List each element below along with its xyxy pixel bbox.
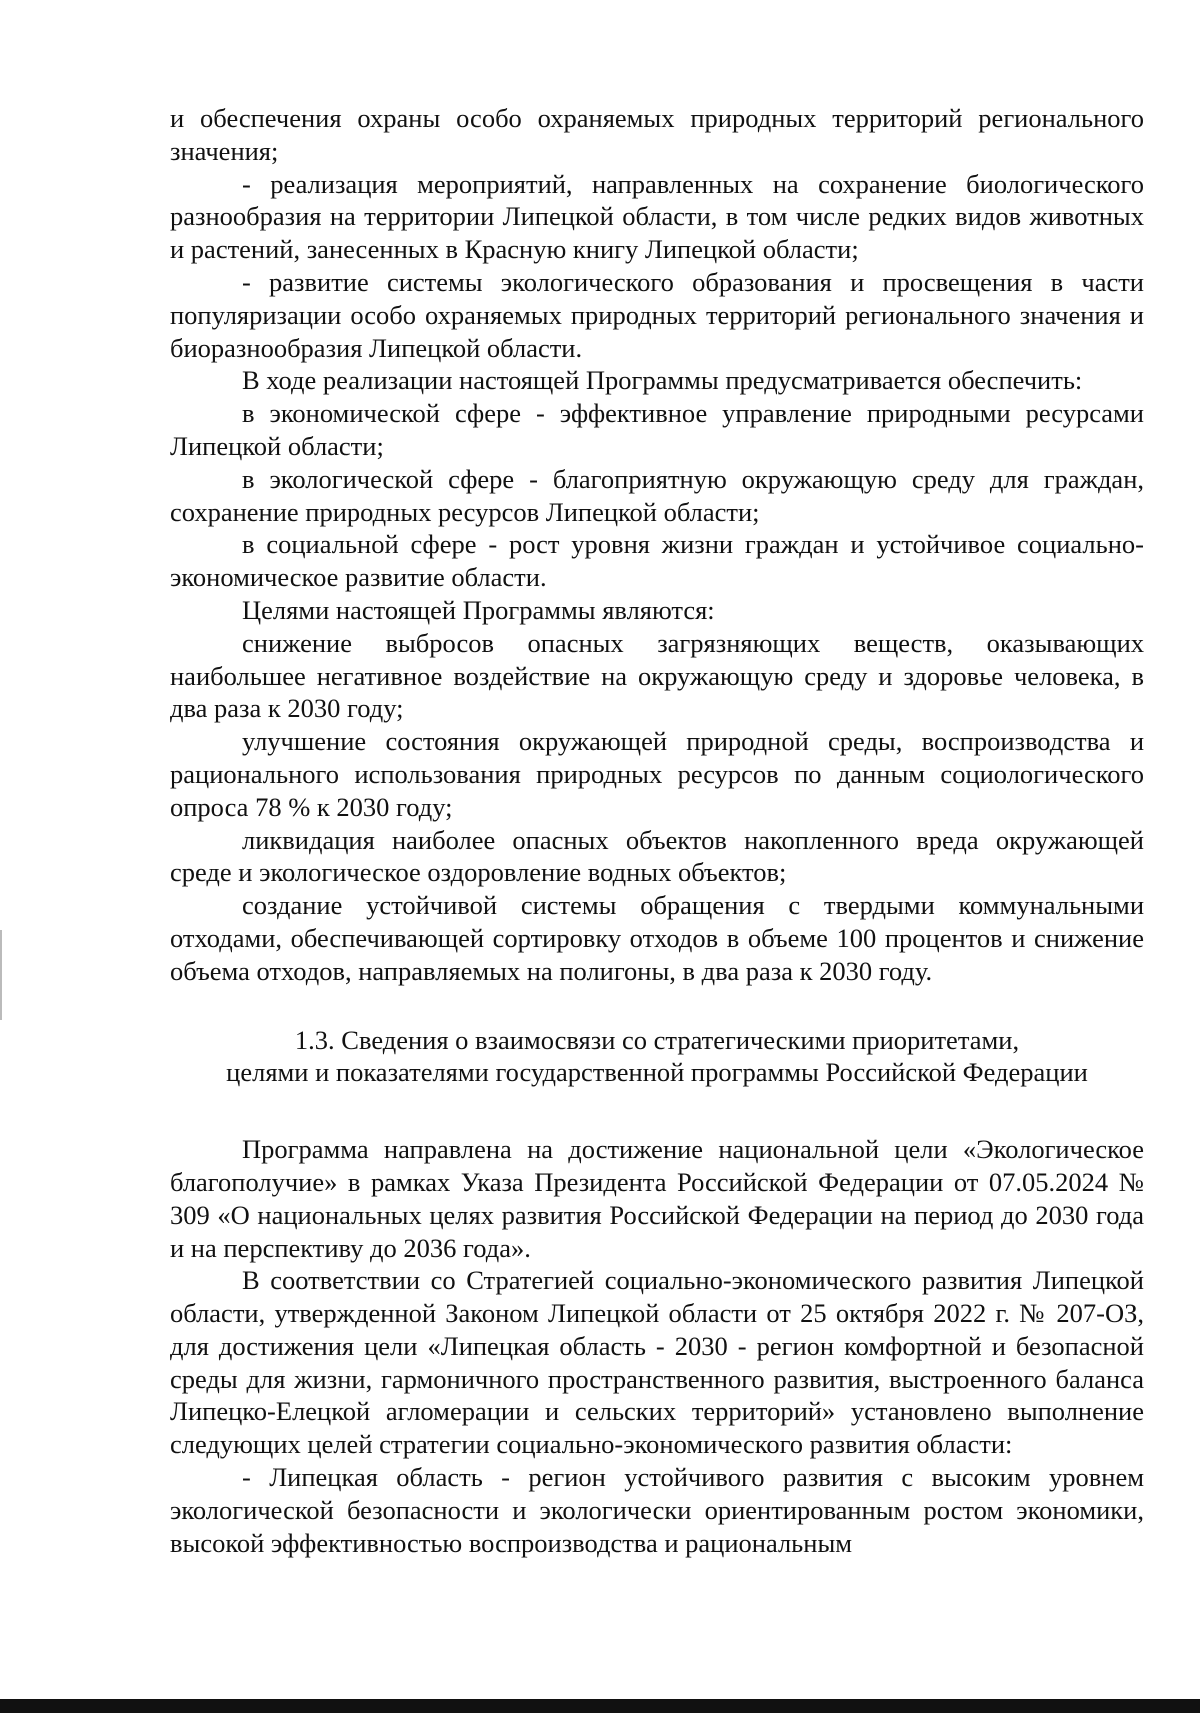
paragraph: в экономической сфере - эффективное управление природными ресурсами Липецкой области; (170, 398, 1144, 461)
document-page (170, 102, 1144, 1559)
paragraph: Целями настоящей Программы являются: (242, 594, 715, 625)
paragraph: снижение выбросов опасных загрязняющих веществ, оказывающих наибольшее негативное воздействие на окружающую среду и здоровье человека, в два раза к 2030 году; (170, 627, 1144, 724)
paragraph: В соответствии со Стратегией социально-экономического развития Липецкой области, утвержденной Законом Липецкой области от 25 октября 2022 г. № 207-ОЗ, для достижения цели «Липецкая область - 2030 - регион комфортной и безопасной среды для жизни, гармоничного пространственного развития, выстроенного баланса Липецко-Елецкой агломерации и сельских территорий» установлено выполнение следующих целей стратегии социально-экономического развития области: (170, 1265, 1144, 1460)
section-heading-line: целями и показателями государственной программы Российской Федерации (226, 1057, 1088, 1088)
section-heading-line: 1.3. Сведения о взаимосвязи со стратегическими приоритетами, (294, 1024, 1020, 1055)
section-heading (170, 1024, 1144, 1090)
paragraph: создание устойчивой системы обращения с твердыми коммунальными отходами, обеспечивающей сортировку отходов в объеме 100 процентов и снижение объема отходов, направляемых на полигоны, в два раза к 2030 году. (170, 890, 1144, 986)
paragraph: - реализация мероприятий, направленных на сохранение биологического разнообразия на территории Липецкой области, в том числе редких видов животных и растений, занесенных в Красную книгу Липецкой области; (170, 168, 1144, 265)
paragraphs-top (170, 102, 1144, 988)
paragraph: - развитие системы экологического образования и просвещения в части популяризации особо охраняемых природных территорий регионального значения и биоразнообразия Липецкой области. (170, 266, 1144, 363)
scan-edge-mark (0, 930, 2, 1020)
paragraph: в социальной сфере - рост уровня жизни граждан и устойчивое социально-экономическое развитие области. (170, 529, 1144, 593)
paragraph: ликвидация наиболее опасных объектов накопленного вреда окружающей среде и экологическое оздоровление водных объектов; (170, 824, 1144, 888)
paragraph: В ходе реализации настоящей Программы предусматривается обеспечить: (242, 365, 1083, 396)
paragraph: и обеспечения охраны особо охраняемых природных территорий регионального значения; (170, 103, 1144, 166)
paragraphs-bottom (170, 1133, 1144, 1559)
paragraph: Программа направлена на достижение национальной цели «Экологическое благополучие» в рамках Указа Президента Российской Федерации от 07.05.2024 № 309 «О национальных целях развития Российской Федерации на период до 2030 года и на перспективу до 2036 года». (170, 1134, 1144, 1263)
paragraph: улучшение состояния окружающей природной среды, воспроизводства и рационального использования природных ресурсов по данным социологического опроса 78 % к 2030 году; (170, 726, 1144, 822)
paragraph: - Липецкая область - регион устойчивого развития с высоким уровнем экологической безопасности и экологически ориентированным ростом экономики, высокой эффективностью воспроизводства и рациональным (170, 1462, 1144, 1558)
paragraph: в экологической сфере - благоприятную окружающую среду для граждан, сохранение природных ресурсов Липецкой области; (170, 463, 1144, 527)
scan-bottom-border (0, 1699, 1200, 1713)
